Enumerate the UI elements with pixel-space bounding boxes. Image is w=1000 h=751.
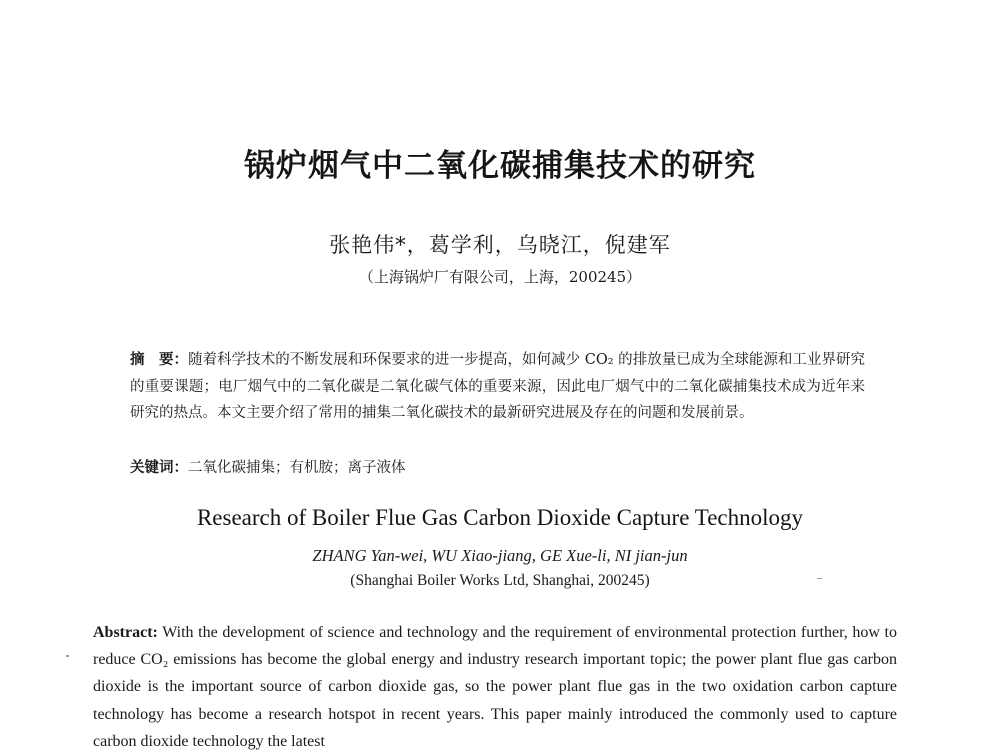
abstract-en xyxy=(93,619,897,751)
abstract-en-label: Abstract: xyxy=(93,624,158,641)
keywords-cn xyxy=(130,455,865,481)
affiliation-cn: （上海锅炉厂有限公司，上海，200245） xyxy=(358,268,642,286)
affiliation-en: (Shanghai Boiler Works Ltd, Shanghai, 200245) xyxy=(350,572,650,589)
scan-speck xyxy=(66,655,69,657)
abstract-cn-text: 随着科学技术的不断发展和环保要求的进一步提高，如何减少 CO₂ 的排放量已成为全球能源和工业界研究的重要课题；电厂烟气中的二氧化碳是二氧化碳气体的重要来源，因此电厂烟气中的二氧化碳捕集技术成为近年来研究的热点。本文主要介绍了常用的捕集二氧化碳技术的最新研究进展及存在的问题和发展前景。 xyxy=(130,352,866,421)
scan-speck xyxy=(817,578,822,579)
keywords-cn-text: 二氧化碳捕集；有机胺；离子液体 xyxy=(188,460,406,476)
authors-en: ZHANG Yan-wei, WU Xiao-jiang, GE Xue-li, NI jian-jun xyxy=(312,546,688,565)
authors-cn: 张艳伟*，葛学利，乌晓江，倪建军 xyxy=(329,233,671,257)
paper-title-en: Research of Boiler Flue Gas Carbon Dioxide Capture Technology xyxy=(196,505,804,530)
abstract-cn xyxy=(130,347,865,427)
abstract-cn-label: 摘 要： xyxy=(130,352,189,368)
keywords-cn-label: 关键词： xyxy=(130,460,188,476)
abstract-en-text: With the development of science and technology and the requirement of environmental protection further, how to reduce CO₂ emissions has become the global energy and industry research important topic; the power plant flue gas carbon dioxide is the important source of carbon dioxide gas, so the power plant flue gas in the two oxidation carbon capture technology has become a research hotspot in recent years. This paper mainly introduced the commonly used to capture carbon dioxide technology the latest xyxy=(93,624,897,750)
paper-title-cn: 锅炉烟气中二氧化碳捕集技术的研究 xyxy=(244,148,756,184)
